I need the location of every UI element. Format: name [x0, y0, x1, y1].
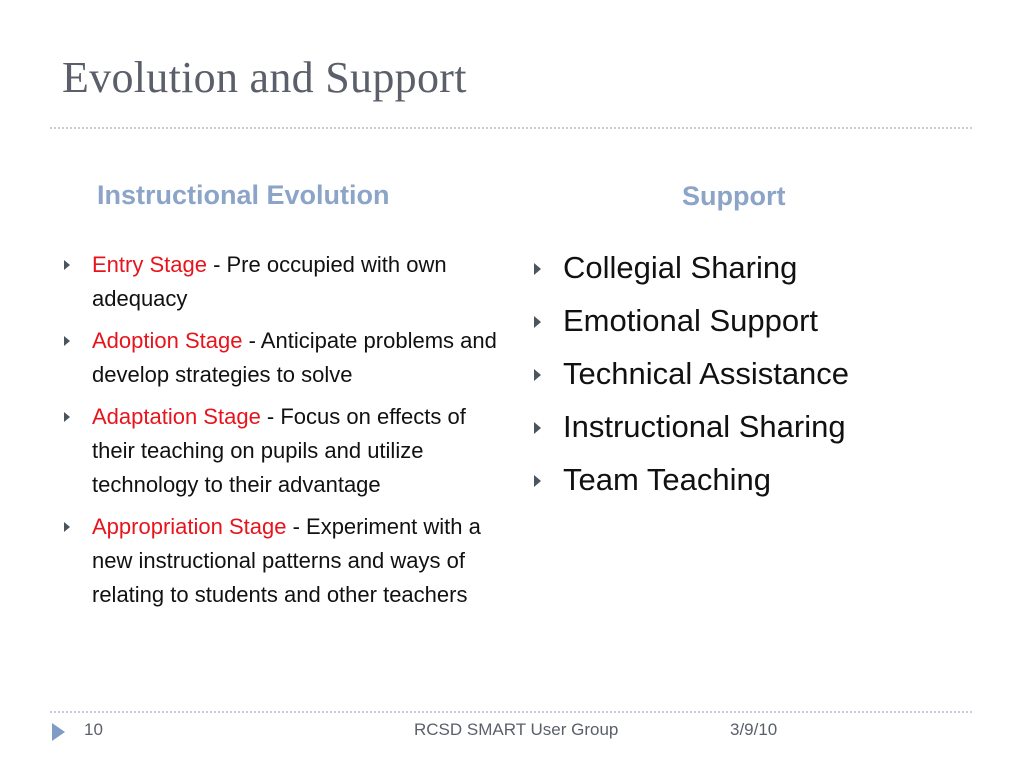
list-item [530, 462, 990, 498]
triangle-bullet-icon [534, 263, 541, 275]
list-item-entry-stage [60, 248, 500, 316]
triangle-bullet-icon [64, 522, 70, 532]
stage-name: Entry Stage [92, 252, 207, 277]
list-item [530, 356, 990, 392]
support-item-label: Technical Assistance [563, 356, 850, 391]
stage-description: - Pre occupied with own adequacy [92, 252, 447, 311]
footer-arrow-icon [52, 723, 65, 741]
support-item-label: Team Teaching [563, 462, 771, 497]
list-item [530, 303, 990, 339]
stage-description: - Anticipate problems and develop strategies to solve [92, 328, 497, 387]
evolution-list [60, 248, 500, 620]
support-item-label: Emotional Support [563, 303, 819, 338]
footer-divider [50, 711, 972, 713]
triangle-bullet-icon [64, 412, 70, 422]
footer-date: 3/9/10 [730, 720, 778, 739]
stage-name: Adoption Stage [92, 328, 243, 353]
triangle-bullet-icon [534, 316, 541, 328]
page-number: 10 [84, 720, 103, 739]
list-item [530, 250, 990, 286]
triangle-bullet-icon [64, 260, 70, 270]
triangle-bullet-icon [534, 422, 541, 434]
stage-description: - Focus on effects of their teaching on pupils and utilize technology to their advantage [92, 404, 466, 497]
list-item [530, 409, 990, 445]
title-divider [50, 127, 972, 129]
support-list [530, 250, 990, 515]
support-item-label: Collegial Sharing [563, 250, 798, 285]
stage-name: Appropriation Stage [92, 514, 287, 539]
list-item-adaptation-stage [60, 400, 500, 502]
footer-group-name: RCSD SMART User Group [414, 720, 619, 739]
stage-description: - Experiment with a new instructional patterns and ways of relating to students and other teachers [92, 514, 481, 607]
triangle-bullet-icon [534, 475, 541, 487]
right-column-heading: Support [682, 181, 786, 211]
list-item-adoption-stage [60, 324, 500, 392]
list-item-appropriation-stage [60, 510, 500, 612]
support-item-label: Instructional Sharing [563, 409, 846, 444]
left-column-heading: Instructional Evolution [97, 180, 390, 210]
stage-name: Adaptation Stage [92, 404, 261, 429]
triangle-bullet-icon [64, 336, 70, 346]
slide-title: Evolution and Support [62, 53, 467, 102]
triangle-bullet-icon [534, 369, 541, 381]
